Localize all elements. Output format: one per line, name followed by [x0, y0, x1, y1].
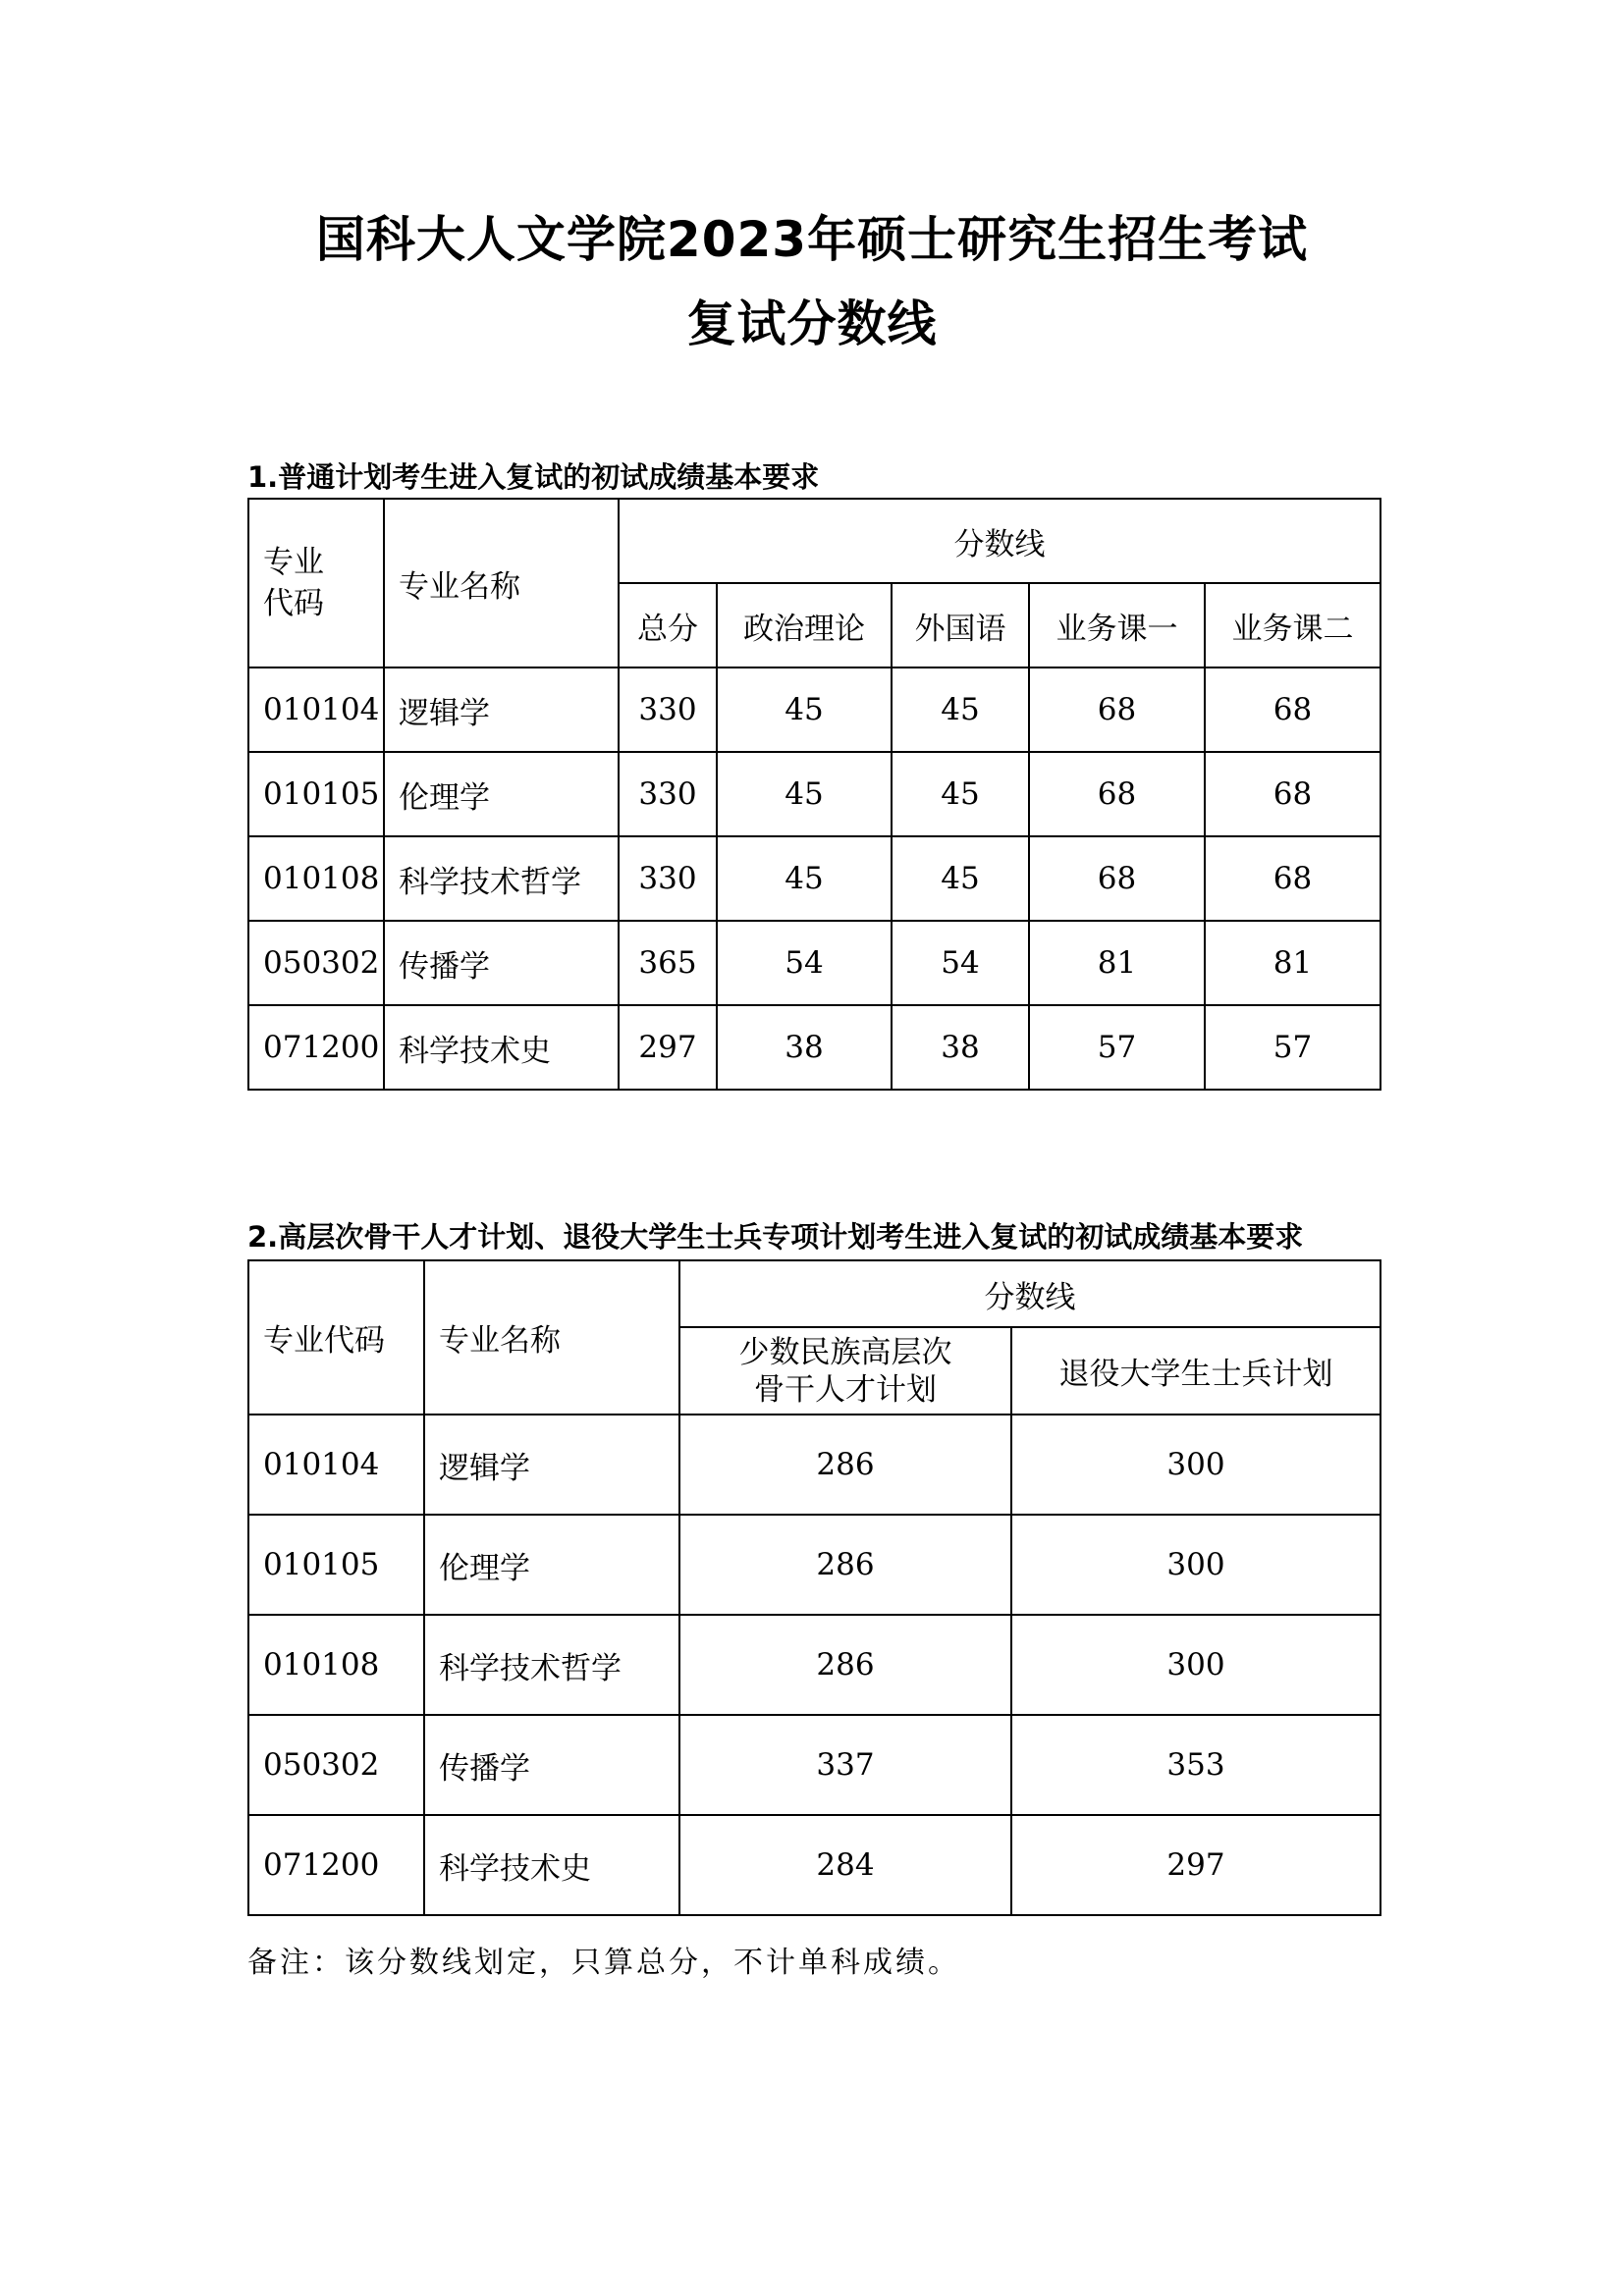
cell-name: 伦理学 — [384, 752, 619, 836]
cell-name: 科学技术史 — [424, 1815, 679, 1915]
table-row — [248, 1415, 1380, 1515]
cell-veteran: 353 — [1011, 1715, 1380, 1815]
cell-code: 071200 — [248, 1815, 424, 1915]
cell-total: 330 — [619, 667, 717, 752]
header-code: 专业代码 — [248, 499, 384, 667]
cell-politics: 38 — [717, 1005, 892, 1090]
cell-course1: 68 — [1029, 836, 1205, 921]
cell-course1: 68 — [1029, 752, 1205, 836]
header-score-group: 分数线 — [679, 1260, 1380, 1327]
header-minority-line2: 骨干人才计划 — [754, 1371, 937, 1408]
cell-course2: 81 — [1205, 921, 1380, 1005]
cell-minority: 286 — [679, 1615, 1011, 1715]
cell-politics: 45 — [717, 752, 892, 836]
cell-course2: 68 — [1205, 836, 1380, 921]
cell-code: 010104 — [248, 1415, 424, 1515]
table-row — [248, 667, 1380, 752]
table1-caption: 1.普通计划考生进入复试的初试成绩基本要求 — [247, 460, 820, 494]
cell-name: 科学技术哲学 — [384, 836, 619, 921]
header-score-group: 分数线 — [619, 499, 1380, 583]
header-total: 总分 — [619, 583, 717, 667]
regular-plan-table — [247, 498, 1381, 1091]
cell-politics: 45 — [717, 836, 892, 921]
table-row — [248, 1615, 1380, 1715]
table-row — [248, 1815, 1380, 1915]
cell-name: 逻辑学 — [424, 1415, 679, 1515]
cell-code: 010108 — [248, 836, 384, 921]
header-politics: 政治理论 — [717, 583, 892, 667]
cell-course2: 57 — [1205, 1005, 1380, 1090]
footnote: 备注：该分数线划定，只算总分，不计单科成绩。 — [247, 1946, 960, 1980]
cell-minority: 286 — [679, 1515, 1011, 1615]
cell-course1: 57 — [1029, 1005, 1205, 1090]
cell-foreign: 45 — [892, 752, 1029, 836]
special-plan-table — [247, 1259, 1381, 1916]
cell-foreign: 45 — [892, 667, 1029, 752]
header-course1: 业务课一 — [1029, 583, 1205, 667]
cell-veteran: 300 — [1011, 1615, 1380, 1715]
cell-politics: 54 — [717, 921, 892, 1005]
cell-veteran: 297 — [1011, 1815, 1380, 1915]
cell-total: 297 — [619, 1005, 717, 1090]
cell-politics: 45 — [717, 667, 892, 752]
header-code: 专业代码 — [248, 1260, 424, 1415]
cell-foreign: 54 — [892, 921, 1029, 1005]
table-row — [248, 921, 1380, 1005]
cell-total: 330 — [619, 836, 717, 921]
table-row — [248, 752, 1380, 836]
page-subtitle: 复试分数线 — [686, 295, 938, 352]
cell-total: 365 — [619, 921, 717, 1005]
cell-course2: 68 — [1205, 752, 1380, 836]
cell-code: 010108 — [248, 1615, 424, 1715]
header-minority-line1: 少数民族高层次 — [738, 1334, 952, 1370]
table-row — [248, 836, 1380, 921]
cell-course2: 68 — [1205, 667, 1380, 752]
cell-veteran: 300 — [1011, 1515, 1380, 1615]
header-foreign: 外国语 — [892, 583, 1029, 667]
cell-name: 科学技术哲学 — [424, 1615, 679, 1715]
cell-name: 传播学 — [424, 1715, 679, 1815]
cell-course1: 68 — [1029, 667, 1205, 752]
page-title: 国科大人文学院2023年硕士研究生招生考试 — [315, 211, 1309, 268]
table-row — [248, 1715, 1380, 1815]
cell-minority: 337 — [679, 1715, 1011, 1815]
header-veteran-plan: 退役大学生士兵计划 — [1011, 1327, 1380, 1415]
header-course2: 业务课二 — [1205, 583, 1380, 667]
table2-caption: 2.高层次骨干人才计划、退役大学生士兵专项计划考生进入复试的初试成绩基本要求 — [247, 1220, 1304, 1254]
cell-name: 科学技术史 — [384, 1005, 619, 1090]
cell-name: 逻辑学 — [384, 667, 619, 752]
cell-code: 010104 — [248, 667, 384, 752]
header-name: 专业名称 — [384, 499, 619, 667]
cell-total: 330 — [619, 752, 717, 836]
table-row — [248, 1515, 1380, 1615]
cell-veteran: 300 — [1011, 1415, 1380, 1515]
cell-code: 050302 — [248, 921, 384, 1005]
cell-foreign: 38 — [892, 1005, 1029, 1090]
cell-code: 010105 — [248, 752, 384, 836]
cell-code: 050302 — [248, 1715, 424, 1815]
cell-code: 010105 — [248, 1515, 424, 1615]
cell-minority: 286 — [679, 1415, 1011, 1515]
cell-code: 071200 — [248, 1005, 384, 1090]
cell-name: 传播学 — [384, 921, 619, 1005]
cell-name: 伦理学 — [424, 1515, 679, 1615]
header-name: 专业名称 — [424, 1260, 679, 1415]
cell-course1: 81 — [1029, 921, 1205, 1005]
cell-minority: 284 — [679, 1815, 1011, 1915]
cell-foreign: 45 — [892, 836, 1029, 921]
header-minority-plan — [679, 1327, 1011, 1415]
table-row — [248, 1005, 1380, 1090]
